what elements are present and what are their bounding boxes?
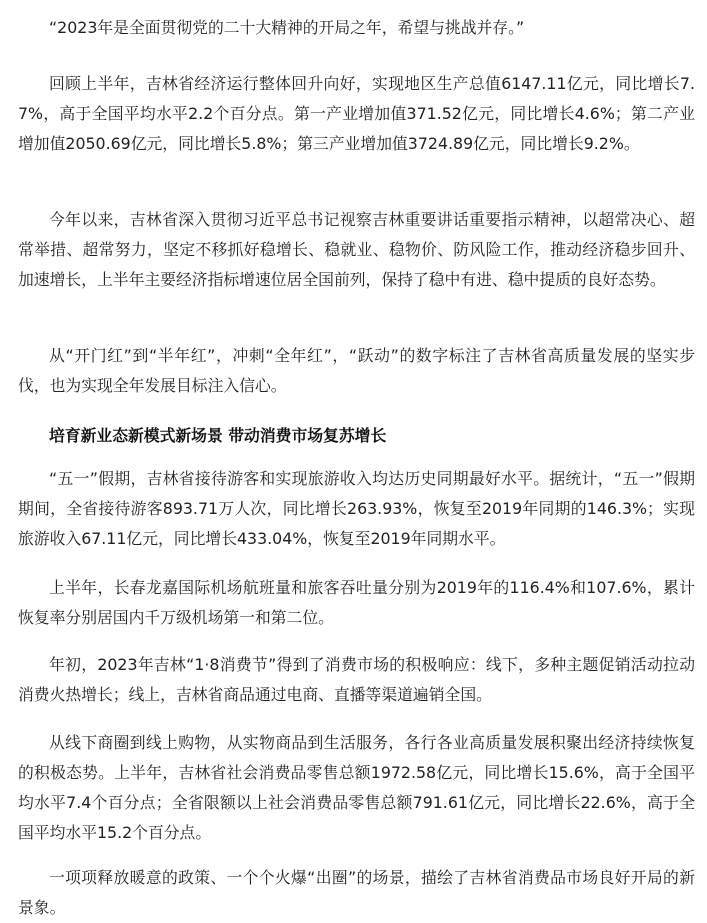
paragraph-retail-sales: 从线下商圈到线上购物，从实物商品到生活服务，各行各业高质量发展积聚出经济持续恢复的积极态势。上半年，吉林省社会消费品零售总额1972.58亿元，同比增长15.6%，高于全国平均水平7.4个百分点；全省限额以上社会消费品零售总额791.61亿元，同比增长22.6%，高于全国平均水平15.2个百分点。: [18, 733, 695, 842]
paragraph-quote: “2023年是全面贯彻党的二十大精神的开局之年，希望与挑战并存。”: [49, 18, 525, 37]
paragraph-may-day-tourism: “五一”假期，吉林省接待游客和实现旅游收入均达历史同期最好水平。据统计，“五一”假期期间，全省接待游客893.71万人次，同比增长263.93%，恢复至2019年同期的146.3%；实现旅游收入67.11亿元，同比增长433.04%，恢复至2019年同期水平。: [18, 469, 695, 548]
paragraph-consumption-festival: 年初，2023年吉林“1·8消费节”得到了消费市场的积极响应：线下，多种主题促销活动拉动消费火热增长；线上，吉林省商品通过电商、直播等渠道遍销全国。: [18, 655, 695, 704]
section-heading: 培育新业态新模式新场景 带动消费市场复苏增长: [49, 426, 387, 445]
paragraph-momentum: 从“开门红”到“半年红”，冲刺“全年红”，“跃动”的数字标注了吉林省高质量发展的坚实步伐，也为实现全年发展目标注入信心。: [18, 346, 695, 395]
paragraph-gdp-review: 回顾上半年，吉林省经济运行整体回升向好，实现地区生产总值6147.11亿元，同比增长7.7%，高于全国平均水平2.2个百分点。第一产业增加值371.52亿元，同比增长4.6%；第二产业增加值2050.69亿元，同比增长5.8%；第三产业增加值3724.89亿元，同比增长9.2%。: [18, 74, 695, 153]
paragraph-airport: 上半年，长春龙嘉国际机场航班量和旅客吞吐量分别为2019年的116.4%和107.6%，累计恢复率分别居国内千万级机场第一和第二位。: [18, 578, 695, 627]
paragraph-policy: 今年以来，吉林省深入贯彻习近平总书记视察吉林重要讲话重要指示精神，以超常决心、超常举措、超常努力，坚定不移抓好稳增长、稳就业、稳物价、防风险工作，推动经济稳步回升、加速增长，上半年主要经济指标增速位居全国前列，保持了稳中有进、稳中提质的良好态势。: [18, 210, 695, 289]
paragraph-closing: 一项项释放暖意的政策、一个个火爆“出圈”的场景，描绘了吉林省消费品市场良好开局的新景象。: [18, 868, 695, 917]
